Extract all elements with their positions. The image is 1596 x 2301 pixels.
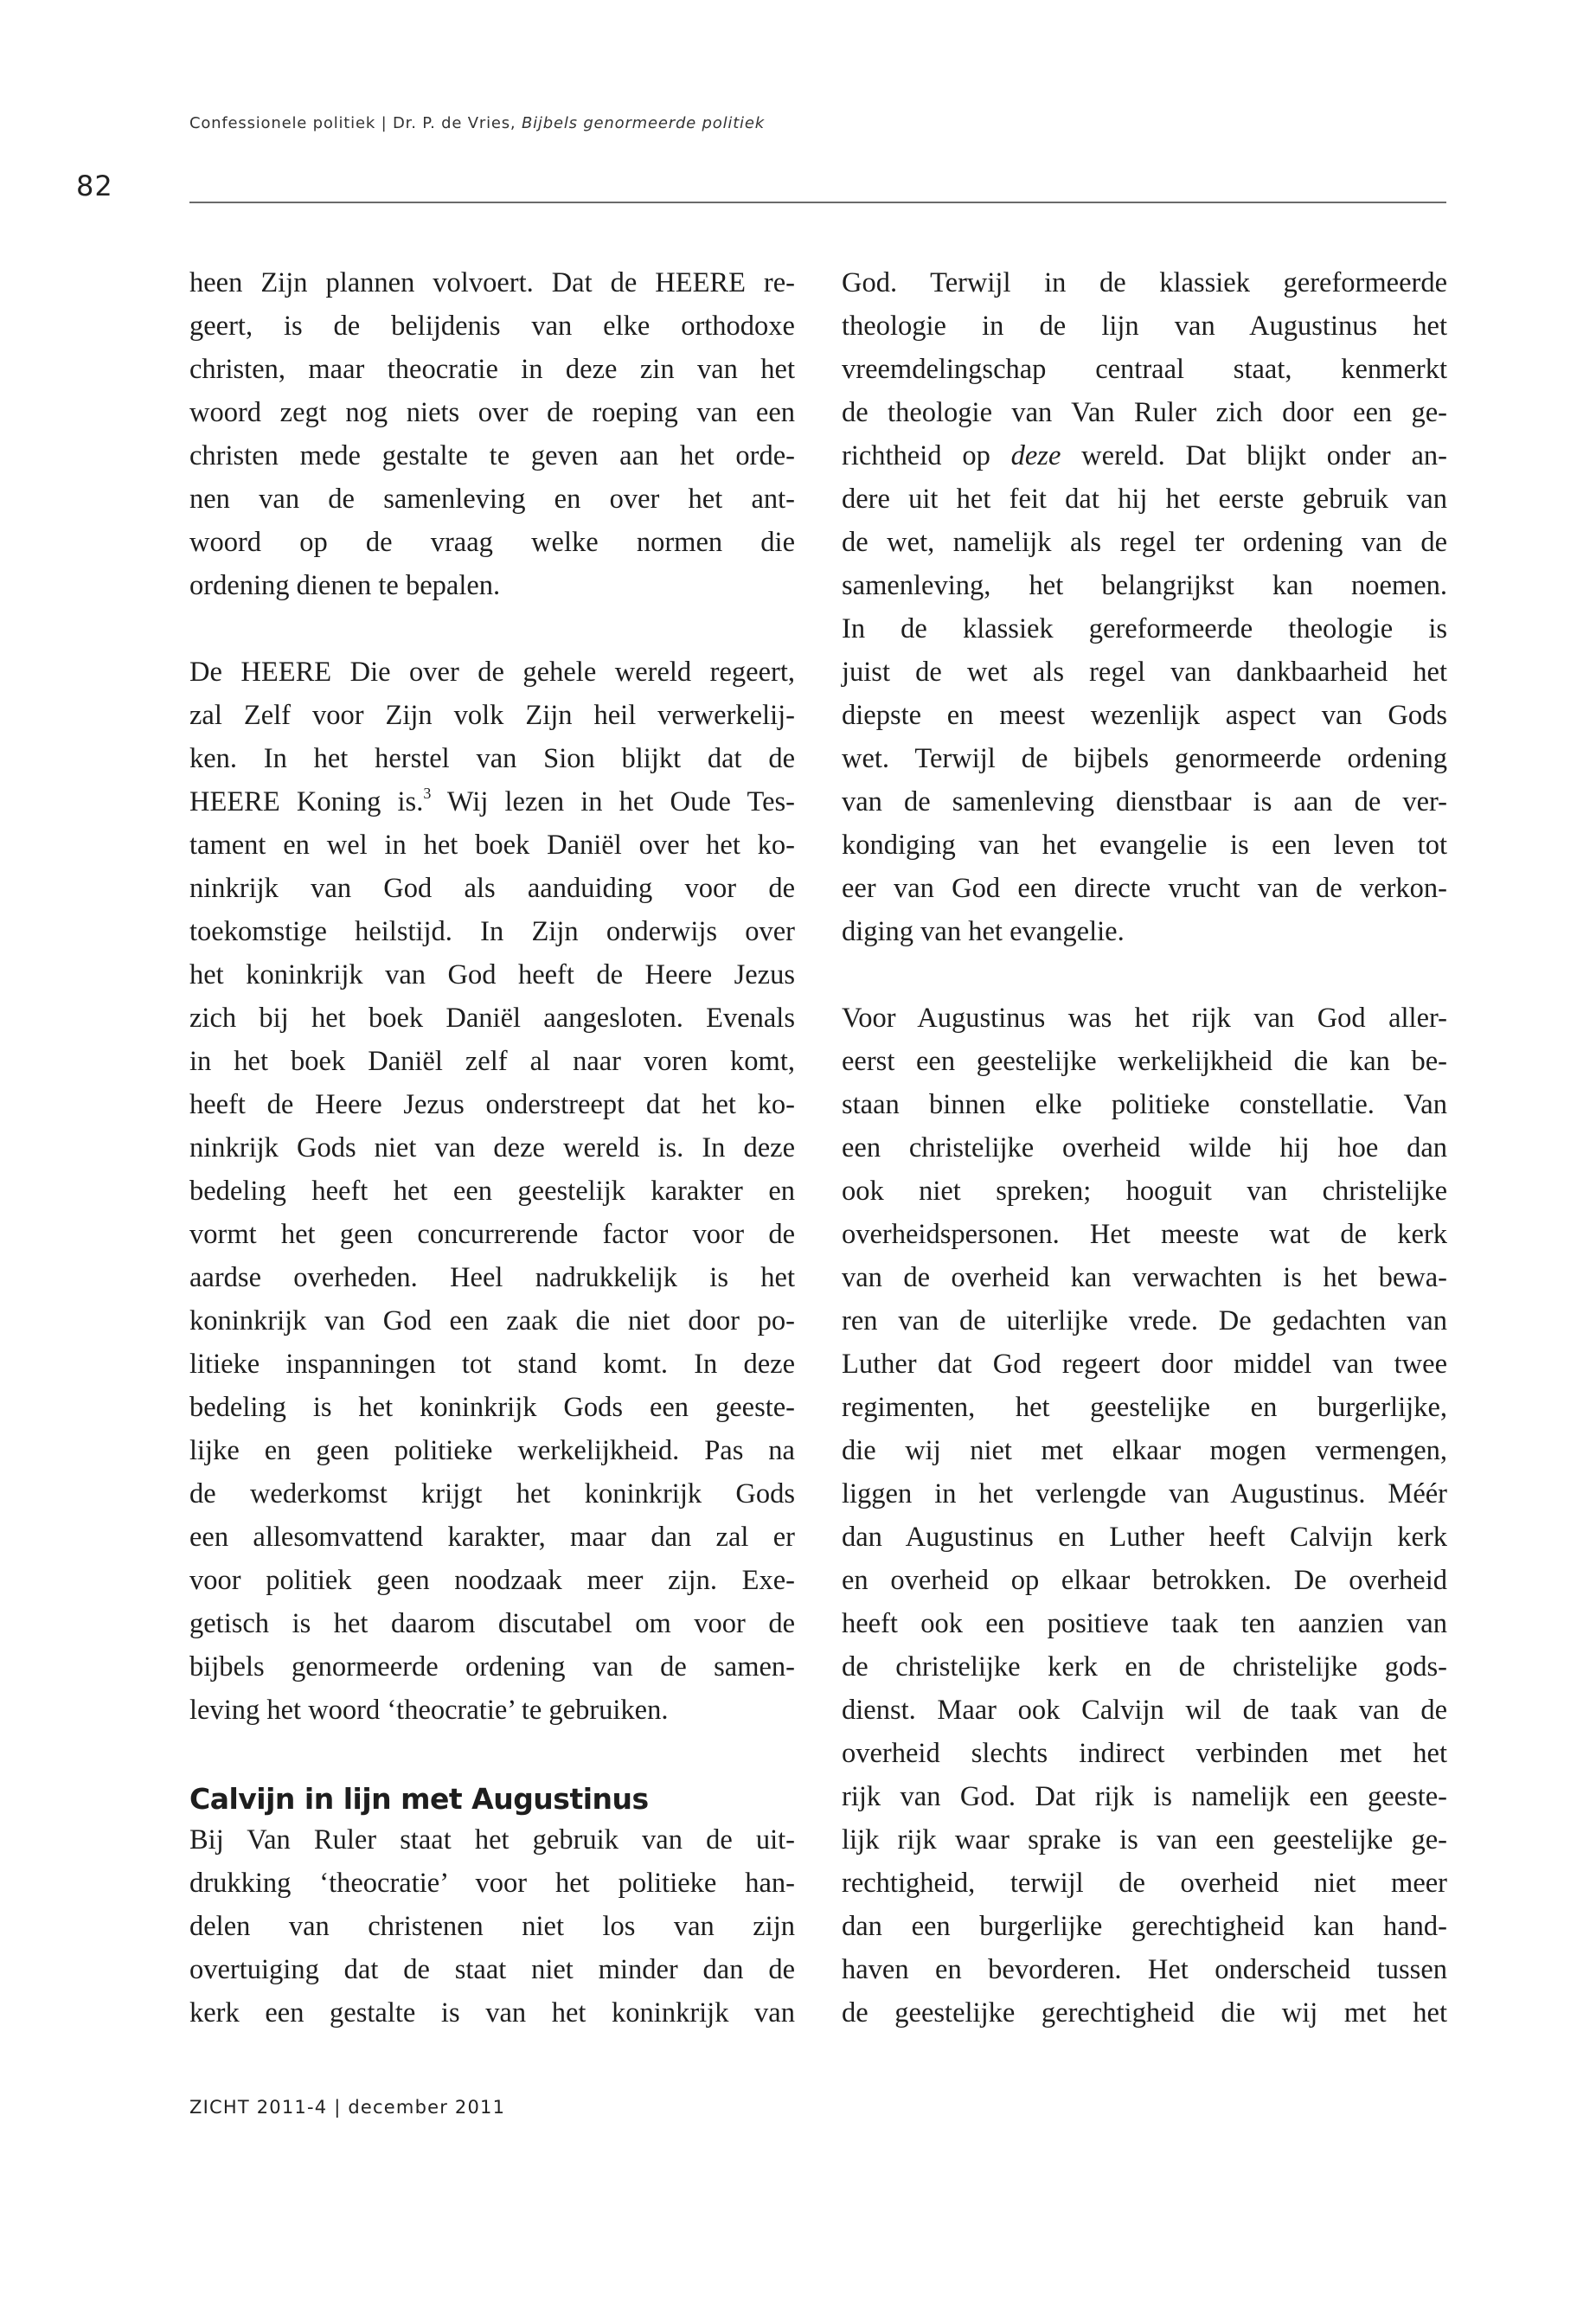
left-column [189,261,795,2035]
text-run[interactable]: en overheid op elkaar betrokken. De overheid [842,1565,1447,1596]
paragraph [189,1818,795,2035]
text-run[interactable]: vreemdelingschap centraal staat, kenmerkt [842,354,1447,385]
footer-separator: | [334,2097,342,2118]
text-line [842,997,1447,1040]
text-line [189,694,795,737]
text-run[interactable]: litieke inspanningen tot stand komt. In deze [189,1349,795,1380]
text-run[interactable]: christen mede gestalte te geven aan het orde- [189,440,795,471]
text-line [842,1689,1447,1732]
text-run[interactable]: woord op de vraag welke normen die [189,527,795,558]
text-run[interactable]: de geestelijke gerechtigheid die wij met het [842,1997,1447,2029]
text-line [842,1472,1447,1516]
text-line [842,1991,1447,2035]
text-line [842,1299,1447,1343]
text-run[interactable]: van de overheid kan verwachten is het bewa- [842,1262,1447,1293]
text-run[interactable]: die wij niet met elkaar mogen vermengen, [842,1435,1447,1466]
text-run[interactable]: liggen in het verlengde van Augustinus. Méér [842,1478,1447,1509]
text-run[interactable]: een christelijke overheid wilde hij hoe dan [842,1132,1447,1163]
text-line [842,1170,1447,1213]
text-line [842,780,1447,824]
text-run[interactable]: dere uit het feit dat hij het eerste gebruik van [842,484,1447,515]
text-run[interactable]: kondiging van het evangelie is een leven tot [842,830,1447,861]
header-separator: | [381,114,388,132]
text-line [842,1516,1447,1559]
text-line [189,867,795,910]
text-line [189,348,795,391]
text-line [189,910,795,953]
text-line [842,348,1447,391]
text-run[interactable]: God. Terwijl in de klassiek gereformeerde [842,267,1447,298]
text-line [842,867,1447,910]
text-line [842,1126,1447,1170]
text-run[interactable]: ordening dienen te bepalen. [189,570,501,601]
text-line [189,1386,795,1429]
text-run[interactable]: eerst een geestelijke werkelijkheid die kan be- [842,1046,1447,1077]
text-line [189,1170,795,1213]
section-heading: Calvijn in lijn met Augustinus [189,1782,649,1816]
text-line [189,1213,795,1256]
text-line [189,391,795,434]
text-run[interactable]: staan binnen elke politieke constellatie. Van [842,1089,1447,1120]
text-line [842,1948,1447,1991]
text-run[interactable]: dienst. Maar ook Calvijn wil de taak van de [842,1695,1447,1726]
text-run[interactable]: samenleving, het belangrijkst kan noemen. [842,570,1447,601]
text-line [842,1343,1447,1386]
text-run[interactable]: delen van christenen niet los van zijn [189,1911,795,1942]
text-line [842,478,1447,521]
text-run[interactable]: regimenten, het geestelijke en burgerlijke, [842,1392,1447,1423]
text-run[interactable]: ninkrijk van God als aanduiding voor de [189,873,795,904]
text-line [842,607,1447,651]
text-run[interactable]: ken. In het herstel van Sion blijkt dat de [189,743,795,774]
text-line [842,521,1447,564]
text-run[interactable]: overheidspersonen. Het meeste wat de kerk [842,1219,1447,1250]
text-run[interactable]: Luther dat God regeert door middel van twee [842,1349,1447,1380]
text-run[interactable]: de theologie van Van Ruler zich door een ge- [842,397,1447,428]
text-run[interactable]: HEERE Koning is. [189,786,424,817]
paragraph [189,651,795,1732]
text-run[interactable]: koninkrijk van God een zaak die niet door po- [189,1305,795,1336]
paragraph [842,997,1447,2035]
text-line [842,1040,1447,1083]
text-run[interactable]: de wederkomst krijgt het koninkrijk Gods [189,1478,795,1509]
text-run[interactable]: getisch is het daarom discutabel om voor de [189,1608,795,1639]
section-name: Confessionele politiek [189,114,376,132]
text-run[interactable]: heen Zijn plannen volvoert. Dat de HEERE re- [189,267,795,298]
text-line [842,1559,1447,1602]
paragraph-spacer [842,953,1447,997]
text-run[interactable]: Bij Van Ruler staat het gebruik van de uit- [189,1824,795,1856]
text-line [842,1732,1447,1775]
paragraph-spacer [189,1732,795,1775]
text-line [842,1429,1447,1472]
text-line [189,521,795,564]
page-number: 82 [76,170,113,202]
text-line [842,1862,1447,1905]
text-line [189,1559,795,1602]
text-run[interactable]: heeft de Heere Jezus onderstreept dat het ko- [189,1089,795,1120]
header-rule [189,202,1446,203]
page-footer [189,2097,505,2118]
text-run[interactable]: woord zegt nog niets over de roeping van een [189,397,795,428]
text-line [189,434,795,478]
text-line [189,1689,795,1732]
text-line [189,997,795,1040]
text-run[interactable]: ren van de uiterlijke vrede. De gedachten van [842,1305,1447,1336]
text-run[interactable]: de wet, namelijk als regel ter ordening van de [842,527,1447,558]
text-line [189,1126,795,1170]
text-run[interactable]: toekomstige heilstijd. In Zijn onderwijs over [189,916,795,947]
text-run[interactable]: De HEERE Die over de gehele wereld regeert, [189,657,795,688]
text-line [842,824,1447,867]
text-run[interactable]: rechtigheid, terwijl de overheid niet meer [842,1868,1447,1899]
text-run[interactable]: in het boek Daniël zelf al naar voren komt, [189,1046,795,1077]
footnote-reference[interactable]: 3 [423,785,432,802]
text-line [189,564,795,607]
text-run[interactable]: bijbels genormeerde ordening van de samen- [189,1651,795,1682]
text-run[interactable]: christen, maar theocratie in deze zin van het [189,354,795,385]
text-line [189,651,795,694]
text-line [842,391,1447,434]
text-line [189,1905,795,1948]
text-run[interactable]: In de klassiek gereformeerde theologie is [842,613,1447,644]
text-run[interactable]: diepste en meest wezenlijk aspect van Gods [842,700,1447,731]
text-run[interactable]: het koninkrijk van God heeft de Heere Jezus [189,959,795,990]
text-run[interactable]: aardse overheden. Heel nadrukkelijk is het [189,1262,795,1293]
paragraph [842,261,1447,953]
text-run[interactable]: wet. Terwijl de bijbels genormeerde ordening [842,743,1447,774]
text-run[interactable]: vormt het geen concurrerende factor voor de [189,1219,795,1250]
text-line [842,1256,1447,1299]
text-line [842,564,1447,607]
text-run[interactable]: heeft ook een positieve taak ten aanzien van [842,1608,1447,1639]
text-line [189,1040,795,1083]
text-run[interactable]: rijk van God. Dat rijk is namelijk een geeste- [842,1781,1447,1812]
text-run[interactable]: kerk een gestalte is van het koninkrijk van [189,1997,795,2029]
text-run[interactable]: bedeling is het koninkrijk Gods een geeste- [189,1392,795,1423]
running-header [189,114,765,132]
text-run[interactable]: wereld. Dat blijkt onder an- [1061,440,1447,471]
text-run[interactable]: dan een burgerlijke gerechtigheid kan hand- [842,1911,1447,1942]
text-line [842,1083,1447,1126]
text-line [842,1645,1447,1689]
text-line [842,261,1447,304]
text-line [189,824,795,867]
text-line [189,1083,795,1126]
text-line [189,1818,795,1862]
text-run[interactable]: bedeling heeft het een geestelijk karakter en [189,1176,795,1207]
text-run[interactable]: zich bij het boek Daniël aangesloten. Evenals [189,1003,795,1034]
text-line [842,1386,1447,1429]
text-line [189,1256,795,1299]
text-run[interactable]: zal Zelf voor Zijn volk Zijn heil verwerkelij- [189,700,795,731]
emphasis: deze [1010,440,1061,471]
text-run[interactable]: overheid slechts indirect verbinden met het [842,1738,1447,1769]
text-line [189,1862,795,1905]
text-line [189,261,795,304]
text-run[interactable]: de christelijke kerk en de christelijke gods- [842,1651,1447,1682]
text-run[interactable]: juist de wet als regel van dankbaarheid het [842,657,1447,688]
text-line [189,1645,795,1689]
text-run[interactable]: ninkrijk Gods niet van deze wereld is. In deze [189,1132,795,1163]
text-line [189,953,795,997]
text-line [189,1991,795,2035]
text-run[interactable]: Voor Augustinus was het rijk van God aller- [842,1003,1447,1034]
text-line [189,1343,795,1386]
text-run[interactable]: nen van de samenleving en over het ant- [189,484,795,515]
text-line [189,1472,795,1516]
text-line [189,478,795,521]
text-line [842,694,1447,737]
text-line [189,1516,795,1559]
text-run[interactable]: van de samenleving dienstbaar is aan de ver- [842,786,1447,817]
text-line [189,304,795,348]
text-line [189,1948,795,1991]
paragraph-spacer [189,607,795,651]
text-run[interactable]: geert, is de belijdenis van elke orthodoxe [189,311,795,342]
text-run[interactable]: theologie in de lijn van Augustinus het [842,311,1447,342]
text-run[interactable]: voor politiek geen noodzaak meer zijn. Exe- [189,1565,795,1596]
author: Dr. P. de Vries, [392,114,516,132]
text-run[interactable]: ook niet spreken; hooguit van christelijke [842,1176,1447,1207]
text-line [842,910,1447,953]
journal-issue: ZICHT 2011-4 [189,2097,328,2118]
text-line [842,737,1447,780]
text-line [842,1905,1447,1948]
text-run[interactable]: lijke en geen politieke werkelijkheid. Pas na [189,1435,795,1466]
right-column [842,261,1447,2035]
text-run[interactable]: tament en wel in het boek Daniël over het ko- [189,830,795,861]
text-run[interactable]: diging van het evangelie. [842,916,1125,947]
text-line [842,304,1447,348]
article-title: Bijbels genormeerde politiek [521,114,765,132]
text-run[interactable]: een allesomvattend karakter, maar dan zal er [189,1522,795,1553]
text-line [842,1818,1447,1862]
text-run[interactable]: Wij lezen in het Oude Tes- [431,786,795,817]
text-line [842,434,1447,478]
text-run[interactable]: drukking ‘theocratie’ voor het politieke han- [189,1868,795,1899]
paragraph [189,261,795,607]
text-run[interactable]: lijk rijk waar sprake is van een geestelijke ge- [842,1824,1447,1856]
text-run[interactable]: richtheid op [842,440,1011,471]
issue-date: december 2011 [348,2097,506,2118]
text-run[interactable]: overtuiging dat de staat niet minder dan de [189,1954,795,1985]
text-line [189,1299,795,1343]
text-run[interactable]: leving het woord ‘theocratie’ te gebruiken. [189,1695,669,1726]
text-line [842,1602,1447,1645]
text-line [189,780,795,824]
text-line [189,1602,795,1645]
text-line [189,737,795,780]
text-run[interactable]: eer van God een directe vrucht van de verkon- [842,873,1447,904]
text-line [842,1213,1447,1256]
text-line [189,1429,795,1472]
text-line [842,1775,1447,1818]
text-run[interactable]: dan Augustinus en Luther heeft Calvijn kerk [842,1522,1447,1553]
text-run[interactable]: haven en bevorderen. Het onderscheid tussen [842,1954,1447,1985]
text-line [842,651,1447,694]
